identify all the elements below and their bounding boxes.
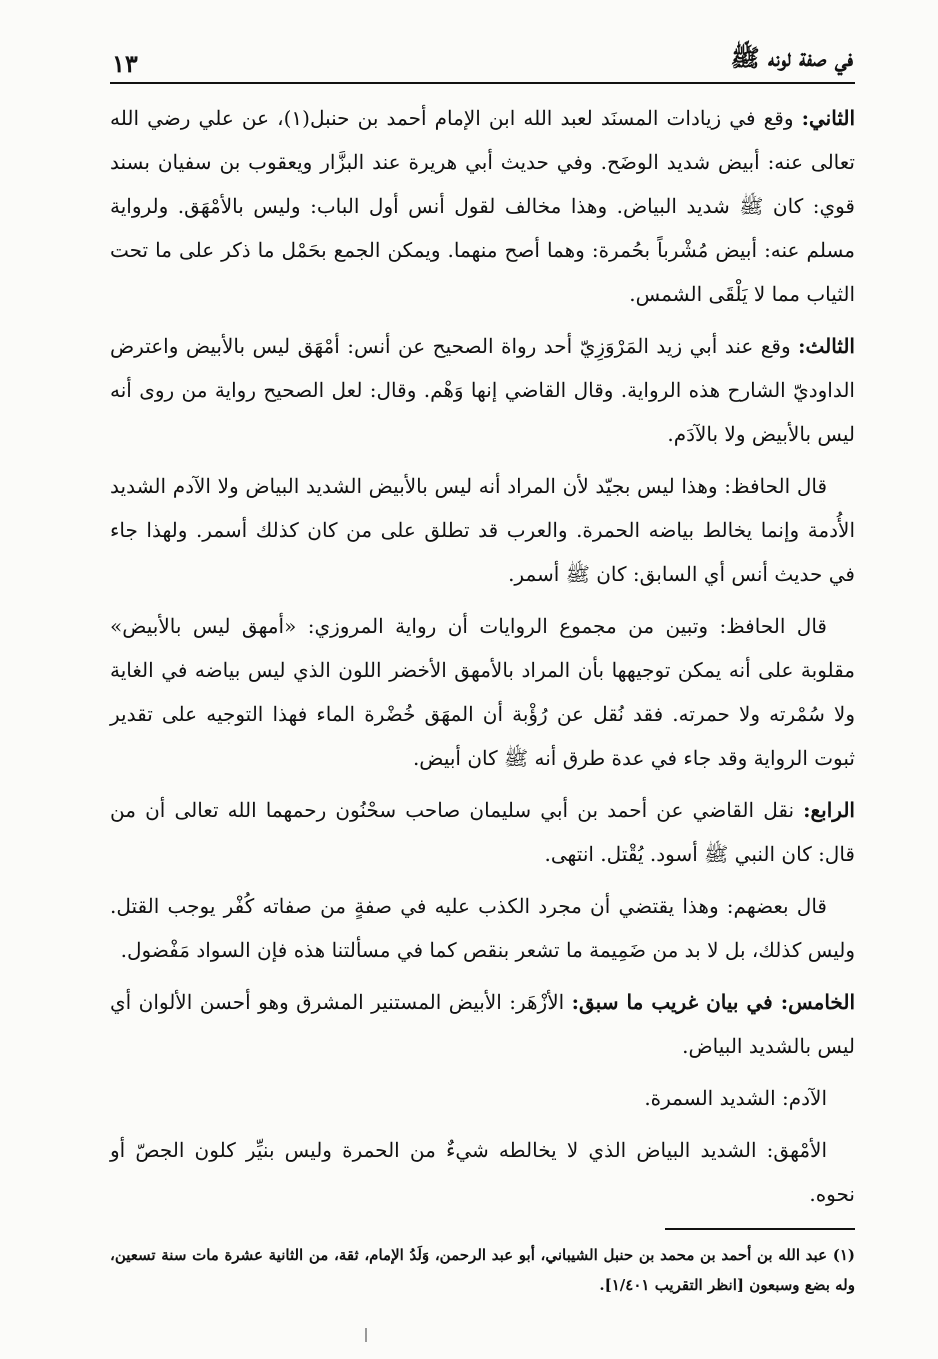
paragraph-hafiz-2 (110, 604, 855, 780)
section-label: الخامس: في بيان غريب ما سبق: (571, 990, 855, 1014)
scan-mark (365, 1328, 367, 1342)
paragraph-text: وقع عند أبي زيد المَرْوَزِيّ أحد رواة الصحيح عن أنس: أمْهَق ليس بالأبيض واعترض الداوديّ الشارح هذه الرواية. وقال القاضي إنها وَهْم. وقال: لعل الصحيح رواية من روى أنه ليس بالأبيض ولا بالآدَم. (110, 334, 855, 446)
footnote-separator (665, 1228, 855, 1230)
paragraph-text: وقع في زيادات المسنَد لعبد الله ابن الإمام أحمد بن حنبل(١)، عن علي رضي الله تعالى عنه: أبيض شديد الوضَح. وفي حديث أبي هريرة عند البزَّار ويعقوب بن سفيان بسند قوي: كان ﷺ شديد البياض. وهذا مخالف لقول أنس أول الباب: وليس بالأمْهَق. ولرواية مسلم عنه: أبيض مُشْرباً بحُمرة: وهما أصح منهما. ويمكن الجمع بحَمْل ما ذكر على ما تحت الثياب مما لا يَلْقَى الشمس. (110, 106, 855, 306)
section-label: الثالث: (798, 334, 855, 358)
paragraph-text: الأمْهق: الشديد البياض الذي لا يخالطه شيءٌ من الحمرة وليس بنيِّر كلون الجصّ أو نحوه. (110, 1138, 855, 1206)
running-header (110, 34, 855, 84)
main-text (110, 96, 855, 1216)
section-label: الرابع: (803, 798, 855, 822)
book-page (110, 34, 856, 1294)
paragraph-text: نقل القاضي عن أحمد بن أبي سليمان صاحب سحْنُون رحمهما الله تعالى أن من قال: كان النبي ﷺ أسود. يُقْتل. انتهى. (110, 798, 855, 866)
paragraph-fifth (110, 980, 855, 1068)
paragraph-text: قال بعضهم: وهذا يقتضي أن مجرد الكذب عليه في صفةٍ من صفاته كُفْر يوجب القتل. وليس كذلك، بل لا بد من ضَمِيمة ما تشعر بنقص كما في مسألتنا هذه فإن السواد مَفْضول. (110, 894, 855, 962)
paragraph-some-said (110, 884, 855, 972)
paragraph-adam (110, 1076, 855, 1120)
paragraph-hafiz-1 (110, 464, 855, 596)
paragraph-amhaq (110, 1128, 855, 1216)
header-title: في صفة لونه ﷺ (730, 43, 853, 72)
footnote: (١) عبد الله بن أحمد بن محمد بن حنبل الشيباني، أبو عبد الرحمن، وَلَدُ الإمام، ثقة، من الثانية عشرة مات سنة تسعين، وله بضع وسبعون [انظر التقريب ١/٤٠١]. (110, 1246, 855, 1294)
paragraph-fourth (110, 788, 855, 876)
paragraph-text: الآدم: الشديد السمرة. (644, 1086, 827, 1110)
paragraph-text: قال الحافظ: وهذا ليس بجيّد لأن المراد أنه ليس بالأبيض الشديد البياض ولا الآدم الشديد الأُدمة وإنما يخالط بياضه الحمرة. والعرب قد تطلق على من كان كذلك أسمر. ولهذا جاء في حديث أنس أي السابق: كان ﷺ أسمر. (110, 474, 855, 586)
paragraph-second (110, 96, 855, 316)
page-number: ١٣ (112, 49, 138, 78)
paragraph-text: الأزْهَر: الأبيض المستنير المشرق وهو أحسن الألوان أي ليس بالشديد البياض. (110, 990, 855, 1058)
section-label: الثاني: (801, 106, 856, 130)
paragraph-third (110, 324, 855, 456)
paragraph-text: قال الحافظ: وتبين من مجموع الروايات أن رواية المروزي: «أمهق ليس بالأبيض» مقلوبة على أنه يمكن توجيهها بأن المراد بالأمهق الأخضر اللون الذي ليس بياضه في الغاية ولا سُمْرته ولا حمرته. فقد نُقل عن رُؤْبة أن المهَق خُضْرة الماء فهذا التوجيه على تقدير ثبوت الرواية وقد جاء في عدة طرق أنه ﷺ كان أبيض. (110, 614, 855, 770)
